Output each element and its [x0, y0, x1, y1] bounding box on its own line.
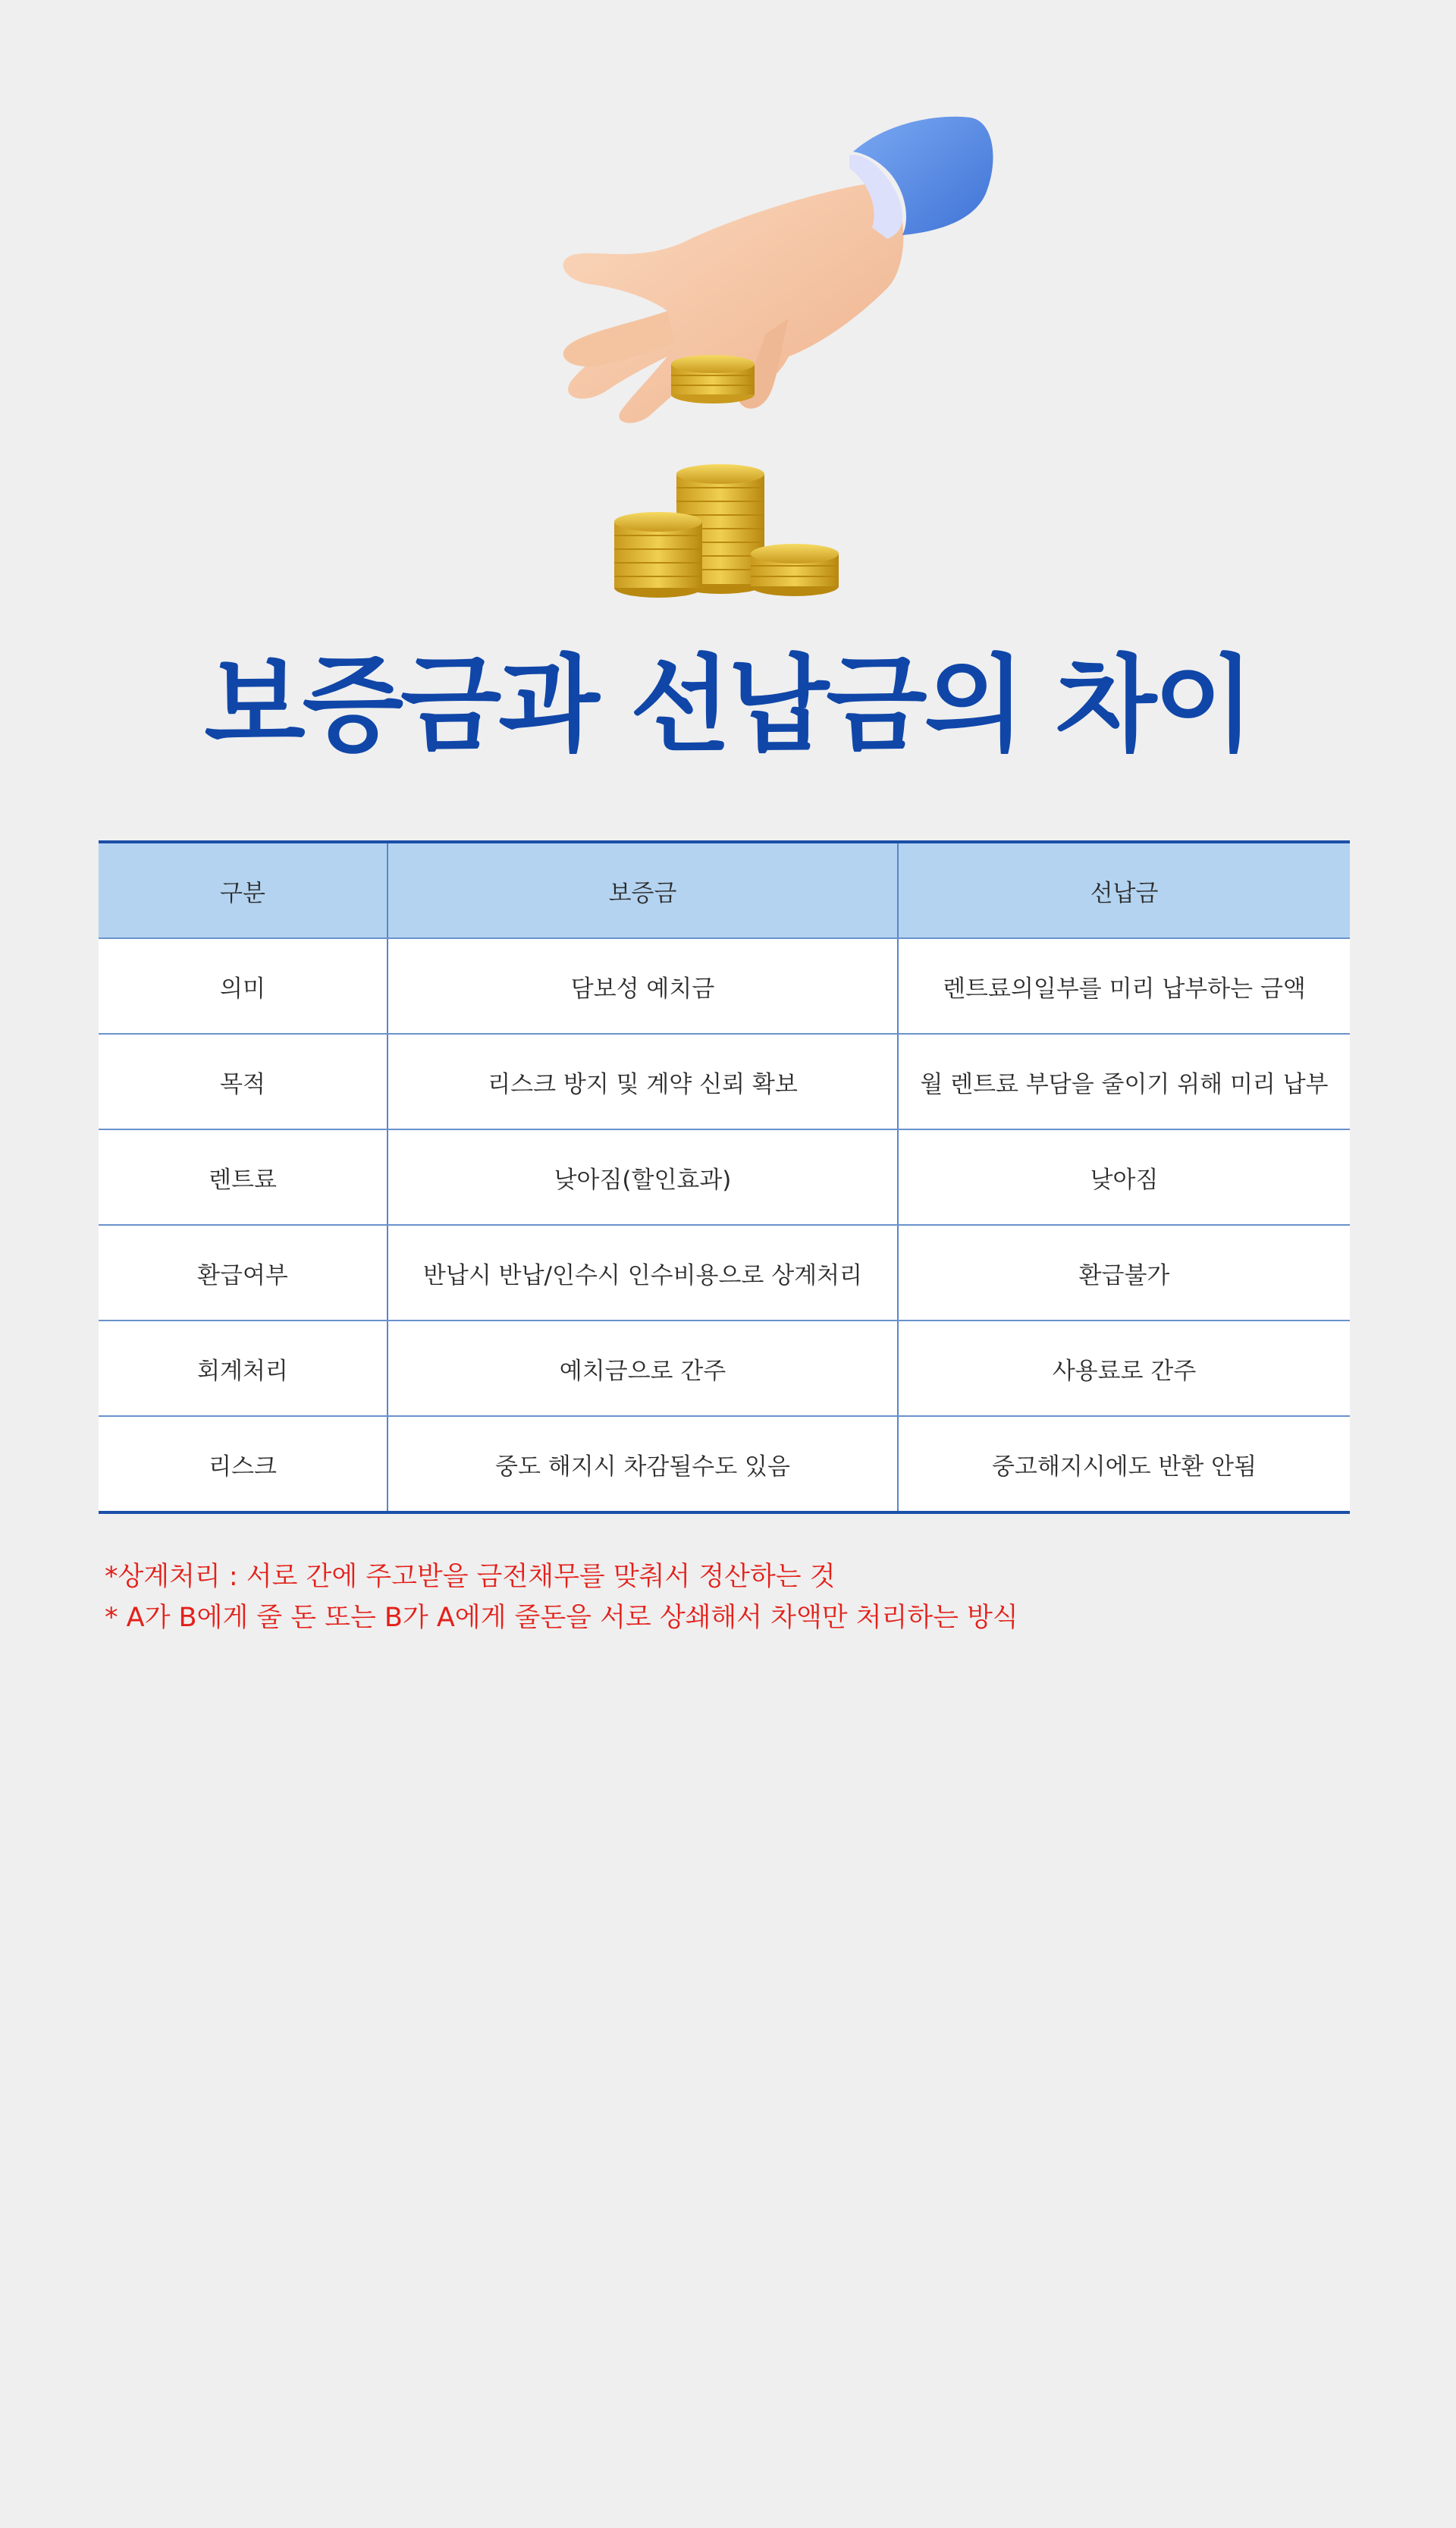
- comparison-table-container: [99, 840, 1350, 1514]
- header-prepayment: 선납금: [898, 842, 1350, 938]
- deposit-cell: 담보성 예치금: [388, 938, 898, 1034]
- header-deposit: 보증금: [388, 842, 898, 938]
- footnote-offset-definition: *상계처리 : 서로 간에 주고받을 금전채무를 맞춰서 정산하는 것: [105, 1562, 836, 1592]
- table-row: [99, 1034, 1350, 1129]
- deposit-cell: 중도 해지시 차감될수도 있음: [388, 1416, 898, 1512]
- hand-with-coins-icon: [0, 0, 1456, 622]
- held-coins-icon: [671, 355, 755, 404]
- table-row: [99, 1416, 1350, 1512]
- comparison-table: [99, 840, 1350, 1514]
- row-label: 회계처리: [99, 1321, 388, 1416]
- table-row: [99, 1129, 1350, 1225]
- table-row: [99, 1225, 1350, 1321]
- prepayment-cell: 월 렌트료 부담을 줄이기 위해 미리 납부: [898, 1034, 1350, 1129]
- footnote-offset-example: * A가 B에게 줄 돈 또는 B가 A에게 줄돈을 서로 상쇄해서 차액만 처리하는 방식: [105, 1603, 1018, 1633]
- hero-illustration: [0, 0, 1456, 622]
- coin-stack-icon: [614, 464, 839, 598]
- table-header-row: [99, 842, 1350, 938]
- row-label: 환급여부: [99, 1225, 388, 1321]
- footnotes: [105, 1556, 1348, 1638]
- row-label: 렌트료: [99, 1129, 388, 1225]
- deposit-cell: 낮아짐(할인효과): [388, 1129, 898, 1225]
- deposit-cell: 예치금으로 간주: [388, 1321, 898, 1416]
- prepayment-cell: 중고해지시에도 반환 안됨: [991, 1452, 1257, 1481]
- prepayment-cell: 낮아짐: [898, 1129, 1350, 1225]
- table-row: [99, 1321, 1350, 1416]
- row-label: 리스크: [99, 1416, 388, 1512]
- table-row: [99, 938, 1350, 1034]
- prepayment-cell: 사용료로 간주: [898, 1321, 1350, 1416]
- prepayment-cell: 환급불가: [898, 1225, 1350, 1321]
- row-label: 목적: [99, 1034, 388, 1129]
- header-category: 구분: [99, 842, 388, 938]
- row-label: 의미: [99, 938, 388, 1034]
- hand-icon: [563, 117, 993, 423]
- deposit-cell: 리스크 방지 및 계약 신뢰 확보: [388, 1034, 898, 1129]
- deposit-cell: 반납시 반납/인수시 인수비용으로 상계처리: [388, 1225, 898, 1321]
- page-title: 보증금과 선납금의 차이: [204, 644, 1252, 766]
- prepayment-cell: 렌트료의일부를 미리 납부하는 금액: [898, 938, 1350, 1034]
